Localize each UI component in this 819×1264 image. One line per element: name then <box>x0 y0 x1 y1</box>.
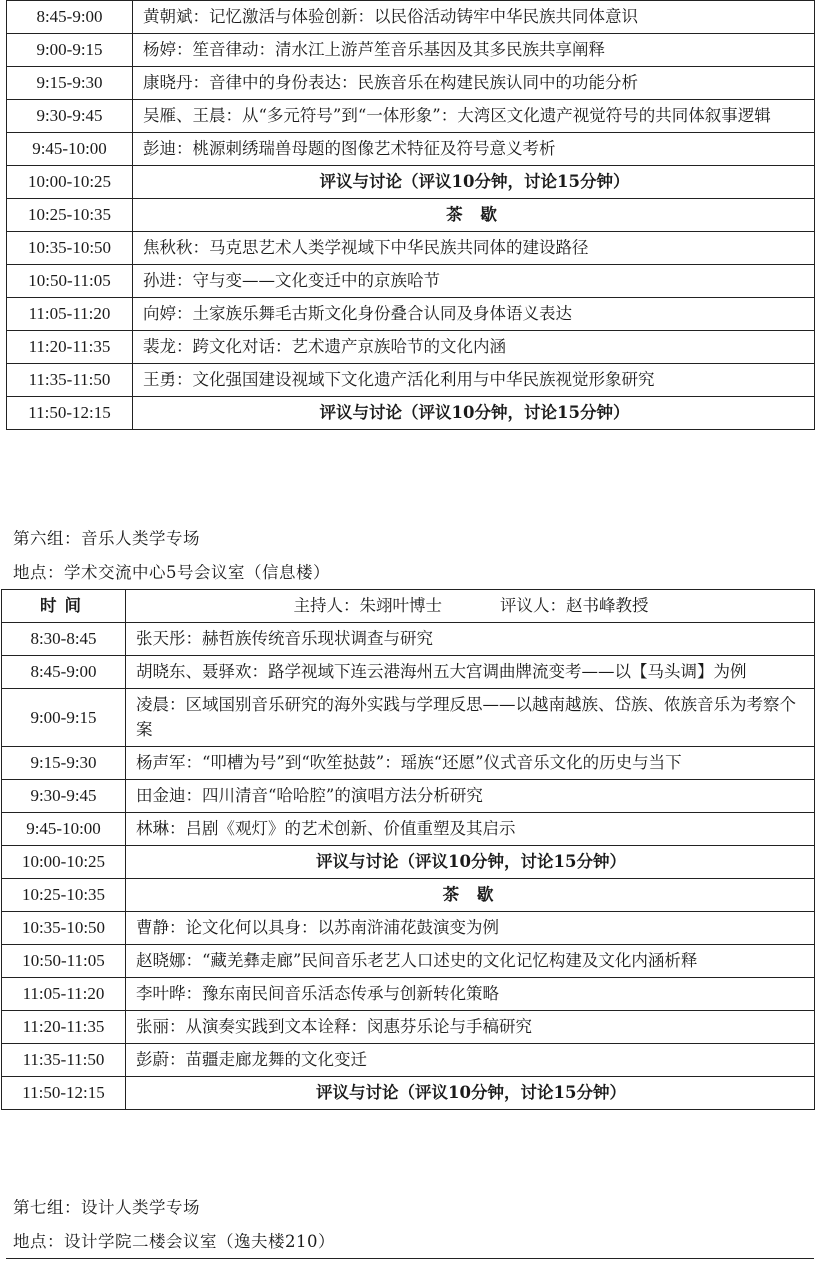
schedule-table-body <box>2 623 815 1110</box>
table-row <box>7 364 815 397</box>
presentation-title: 孙进：守与变——文化变迁中的京族哈节 <box>133 265 815 298</box>
session-time: 8:30-8:45 <box>2 623 126 656</box>
session-time: 11:50-12:15 <box>2 1077 126 1110</box>
discussion-session: 评议与讨论（评议10分钟，讨论15分钟） <box>133 166 815 199</box>
schedule-table-group6 <box>1 589 815 1110</box>
table-row <box>7 331 815 364</box>
table-row <box>7 265 815 298</box>
header-reviewer: 评议人：赵书峰教授 <box>500 596 649 615</box>
table-row <box>7 397 815 430</box>
presentation-title: 彭迪：桃源刺绣瑞兽母题的图像艺术特征及符号意义考析 <box>133 133 815 166</box>
table-row <box>2 1044 815 1077</box>
session-time: 9:00-9:15 <box>7 34 133 67</box>
session-time: 9:30-9:45 <box>2 780 126 813</box>
table-row <box>7 1 815 34</box>
table-row <box>7 67 815 100</box>
group7-title: 第七组：设计人类学专场 <box>13 1198 200 1217</box>
presentation-title: 吴雁、王晨：从“多元符号”到“一体形象”：大湾区文化遗产视觉符号的共同体叙事逻辑 <box>133 100 815 133</box>
presentation-title: 张天彤：赫哲族传统音乐现状调查与研究 <box>126 623 815 656</box>
table-row <box>2 689 815 747</box>
session-time: 9:45-10:00 <box>2 813 126 846</box>
table-row <box>2 813 815 846</box>
session-time: 10:00-10:25 <box>7 166 133 199</box>
table-row <box>2 846 815 879</box>
table-row <box>2 978 815 1011</box>
session-time: 11:05-11:20 <box>7 298 133 331</box>
discussion-session: 评议与讨论（评议10分钟，讨论15分钟） <box>126 1077 815 1110</box>
session-time: 10:25-10:35 <box>2 879 126 912</box>
presentation-title: 杨声军：“叩槽为号”到“吹笙挞鼓”：瑶族“还愿”仪式音乐文化的历史与当下 <box>126 747 815 780</box>
session-time: 10:50-11:05 <box>2 945 126 978</box>
discussion-session: 评议与讨论（评议10分钟，讨论15分钟） <box>133 397 815 430</box>
table-row <box>2 747 815 780</box>
presentation-title: 凌晨：区域国别音乐研究的海外实践与学理反思——以越南越族、岱族、侬族音乐为考察个案 <box>126 689 815 747</box>
table-row <box>2 879 815 912</box>
table-row <box>2 945 815 978</box>
table-row <box>7 298 815 331</box>
presentation-title: 张丽：从演奏实践到文本诠释：闵惠芬乐论与手稿研究 <box>126 1011 815 1044</box>
table-row <box>7 232 815 265</box>
presentation-title: 田金迪：四川清音“哈哈腔”的演唱方法分析研究 <box>126 780 815 813</box>
table-row <box>2 1077 815 1110</box>
table-row <box>7 133 815 166</box>
session-time: 9:15-9:30 <box>7 67 133 100</box>
presentation-title: 黄朝斌：记忆激活与体验创新：以民俗活动铸牢中华民族共同体意识 <box>133 1 815 34</box>
table-header-row <box>2 590 815 623</box>
session-time: 8:45-9:00 <box>7 1 133 34</box>
group6-title: 第六组：音乐人类学专场 <box>13 529 200 548</box>
session-time: 9:15-9:30 <box>2 747 126 780</box>
session-time: 9:45-10:00 <box>7 133 133 166</box>
session-time: 10:50-11:05 <box>7 265 133 298</box>
table-row <box>7 199 815 232</box>
table-row <box>7 100 815 133</box>
session-time: 11:50-12:15 <box>7 397 133 430</box>
presentation-title: 焦秋秋：马克思艺术人类学视域下中华民族共同体的建设路径 <box>133 232 815 265</box>
presentation-title: 林琳：吕剧《观灯》的艺术创新、价值重塑及其启示 <box>126 813 815 846</box>
session-time: 10:35-10:50 <box>2 912 126 945</box>
table-row <box>2 656 815 689</box>
table-row <box>2 780 815 813</box>
session-time: 8:45-9:00 <box>2 656 126 689</box>
discussion-session: 评议与讨论（评议10分钟，讨论15分钟） <box>126 846 815 879</box>
session-time: 11:20-11:35 <box>7 331 133 364</box>
presentation-title: 裴龙：跨文化对话：艺术遗产京族哈节的文化内涵 <box>133 331 815 364</box>
table-row <box>2 623 815 656</box>
table-row <box>2 1011 815 1044</box>
session-time: 11:20-11:35 <box>2 1011 126 1044</box>
session-time: 9:00-9:15 <box>2 689 126 747</box>
presentation-title: 李叶晔：豫东南民间音乐活态传承与创新转化策略 <box>126 978 815 1011</box>
tea-break: 茶 歇 <box>133 199 815 232</box>
presentation-title: 杨婷：笙音律动：清水江上游芦笙音乐基因及其多民族共享阐释 <box>133 34 815 67</box>
session-time: 11:35-11:50 <box>7 364 133 397</box>
schedule-table-previous-group <box>6 0 815 430</box>
session-time: 11:35-11:50 <box>2 1044 126 1077</box>
presentation-title: 胡晓东、聂驿欢：路学视域下连云港海州五大宫调曲牌流变考——以【马头调】为例 <box>126 656 815 689</box>
schedule-table-body <box>7 1 815 430</box>
session-time: 10:25-10:35 <box>7 199 133 232</box>
presentation-title: 向婷：土家族乐舞毛古斯文化身份叠合认同及身体语义表达 <box>133 298 815 331</box>
group7-location: 地点：设计学院二楼会议室（逸夫楼210） <box>13 1232 335 1251</box>
table-top-border <box>6 1258 814 1259</box>
session-time: 10:00-10:25 <box>2 846 126 879</box>
session-time: 10:35-10:50 <box>7 232 133 265</box>
table-row <box>7 34 815 67</box>
table-row <box>2 912 815 945</box>
header-host: 主持人：朱翊叶博士 <box>293 596 442 615</box>
table-row <box>7 166 815 199</box>
presentation-title: 赵晓娜：“藏羌彝走廊”民间音乐老艺人口述史的文化记忆构建及文化内涵析释 <box>126 945 815 978</box>
presentation-title: 康晓丹：音律中的身份表达：民族音乐在构建民族认同中的功能分析 <box>133 67 815 100</box>
presentation-title: 曹静：论文化何以具身：以苏南浒浦花鼓演变为例 <box>126 912 815 945</box>
group6-location: 地点：学术交流中心5号会议室（信息楼） <box>13 563 330 582</box>
header-time: 时间 <box>2 590 126 623</box>
presentation-title: 王勇：文化强国建设视域下文化遗产活化利用与中华民族视觉形象研究 <box>133 364 815 397</box>
session-time: 11:05-11:20 <box>2 978 126 1011</box>
presentation-title: 彭蔚：苗疆走廊龙舞的文化变迁 <box>126 1044 815 1077</box>
tea-break: 茶 歇 <box>126 879 815 912</box>
session-time: 9:30-9:45 <box>7 100 133 133</box>
header-host-reviewer <box>126 590 815 623</box>
